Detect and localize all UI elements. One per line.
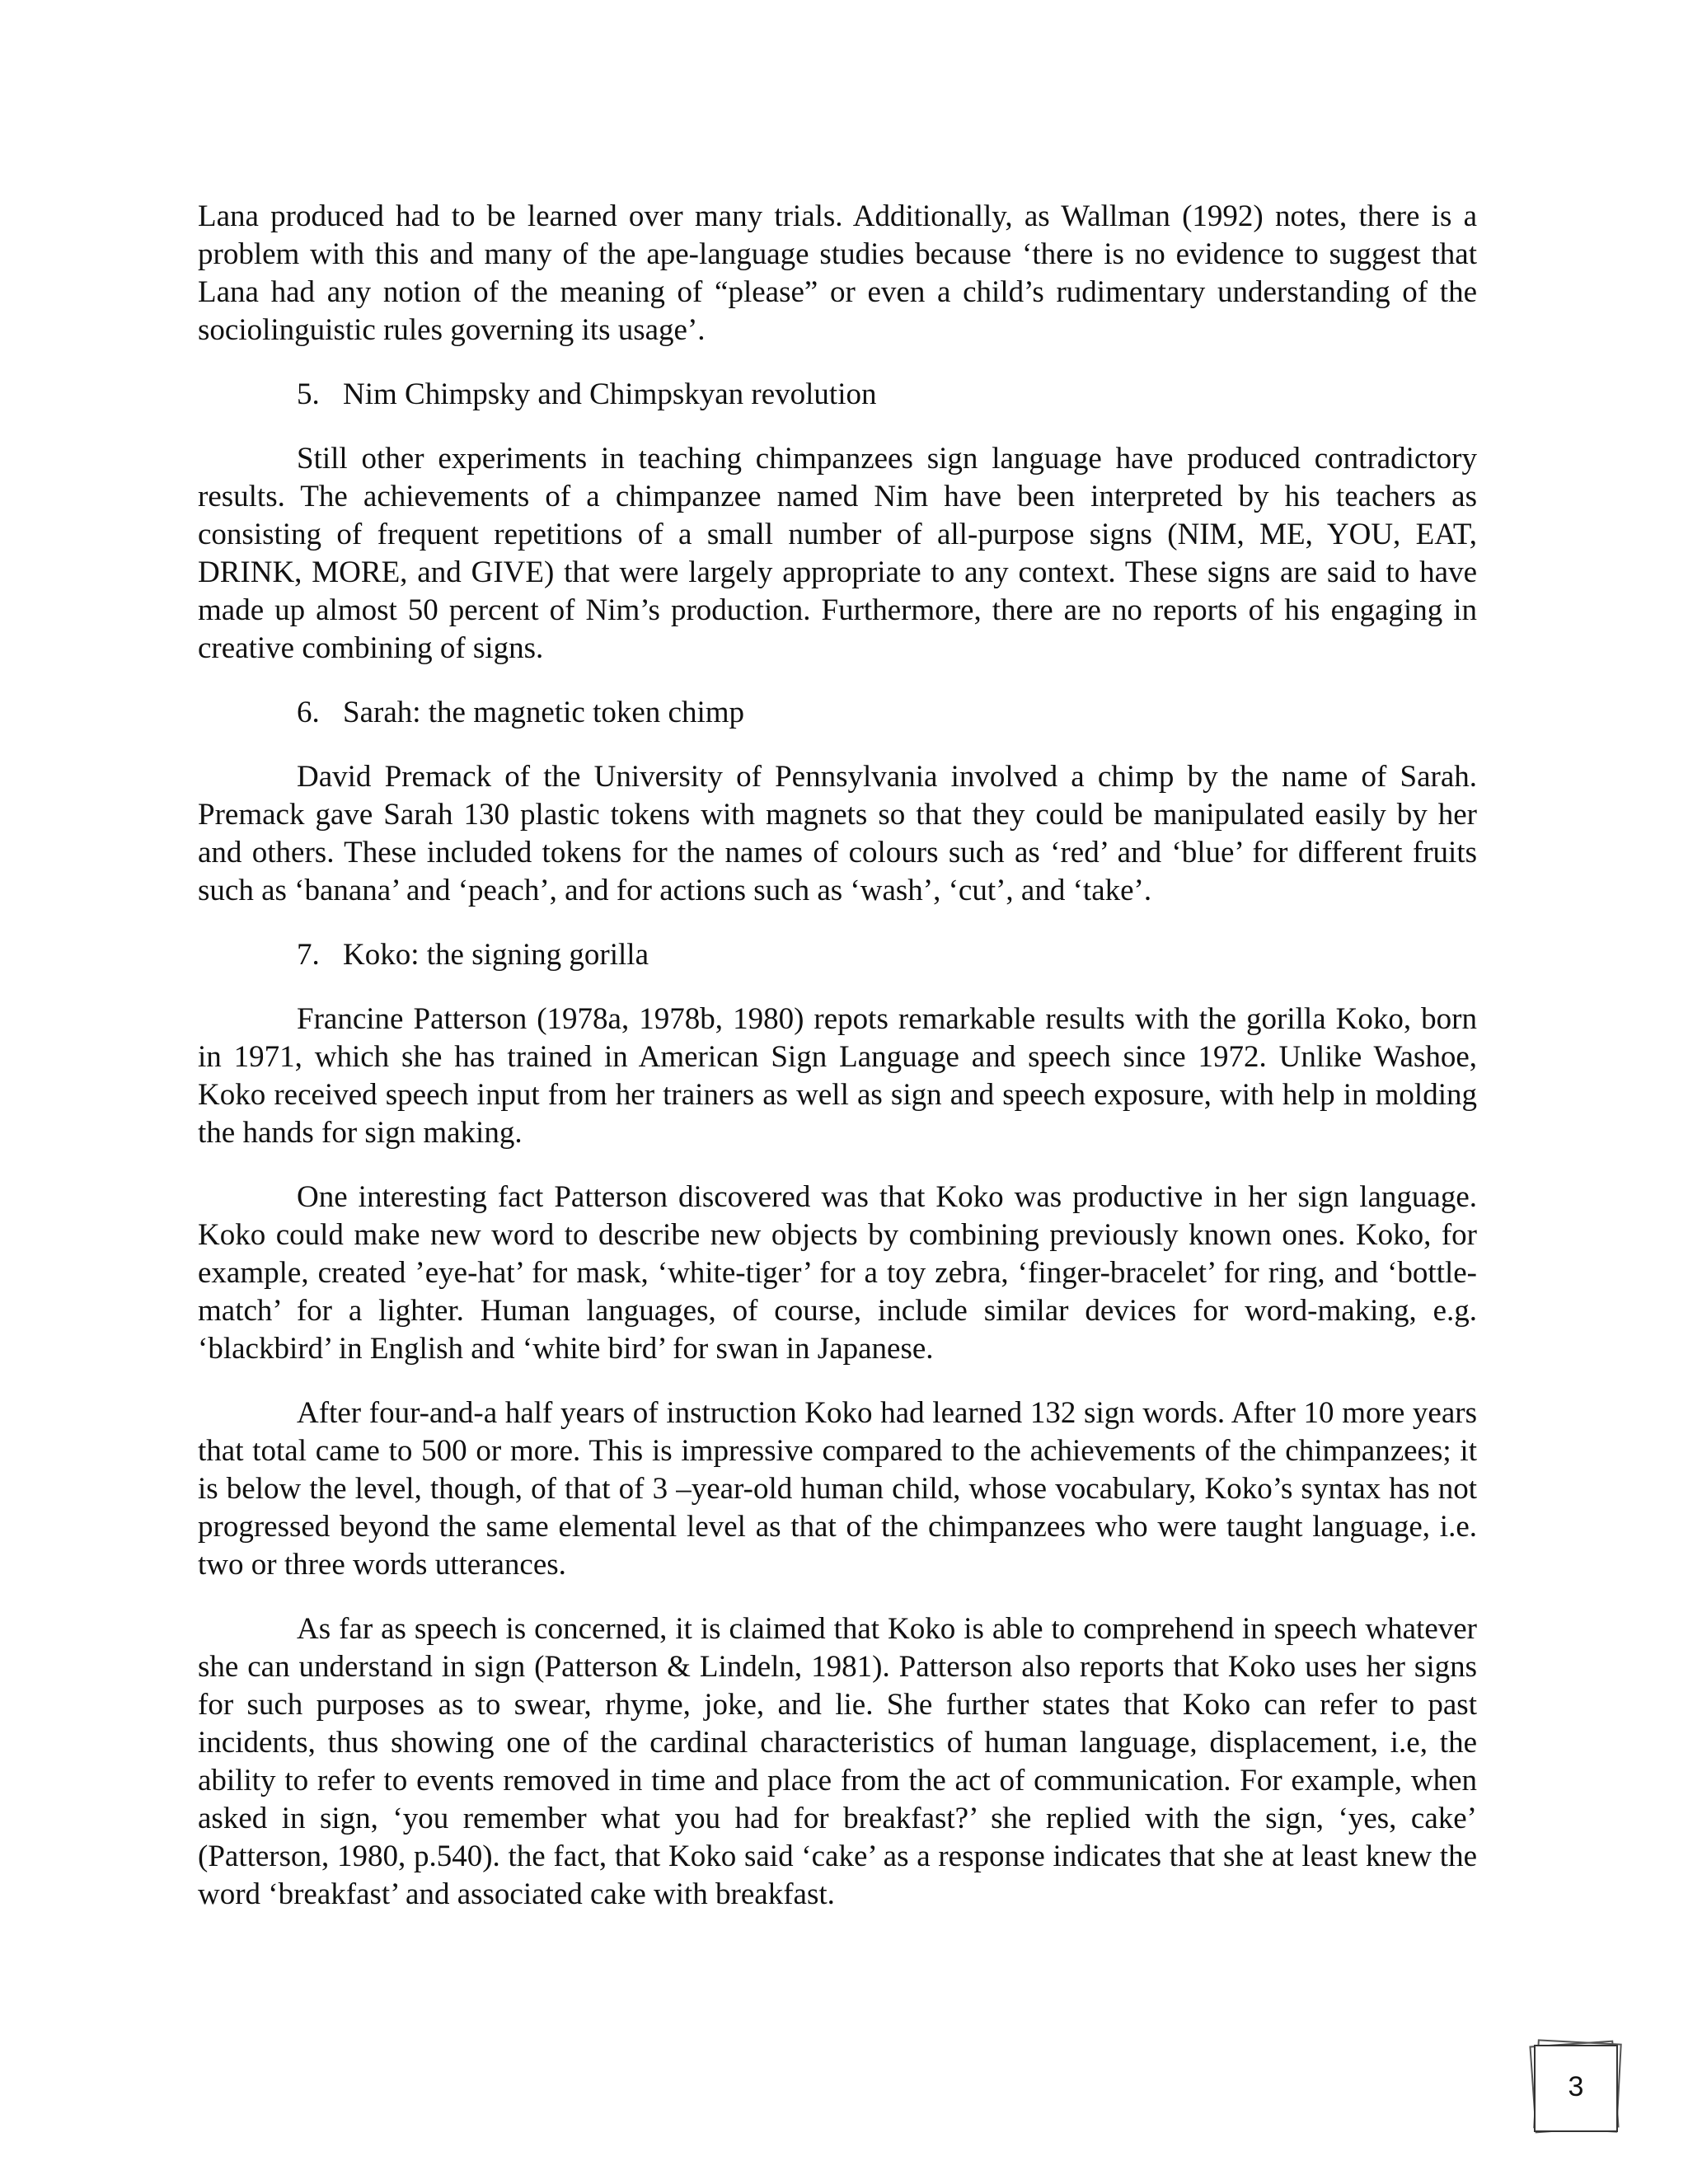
paragraph-nim: Still other experiments in teaching chimpanzees sign language have produced contradictory results. The achievements of a chimpanzee named Nim have been interpreted by his teachers as consisting of frequent repetitions of a small number of all-purpose signs (NIM, ME, YOU, EAT, DRINK, MORE, and GIVE) that were largely appropriate to any context. These signs are said to have made up almost 50 percent of Nim’s production. Furthermore, there are no reports of his engaging in creative combining of signs. — [198, 442, 1477, 665]
section-number: 6. — [297, 696, 320, 729]
section-heading-koko — [198, 936, 1477, 974]
section-title: Nim Chimpsky and Chimpskyan revolution — [343, 377, 877, 411]
paragraph-koko-intro: Francine Patterson (1978a, 1978b, 1980) repots remarkable results with the gorilla Koko, born in 1971, which she has trained in American Sign Language and speech since 1972. Unlike Washoe, Koko received speech input from her trainers as well as sign and speech exposure, with help in molding the hands for sign making. — [198, 1002, 1477, 1150]
page-number-frame — [1526, 2036, 1625, 2139]
section-title: Sarah: the magnetic token chimp — [343, 696, 745, 729]
page-number: 3 — [1568, 2071, 1584, 2102]
paragraph-koko-vocabulary: After four-and-a half years of instruction Koko had learned 132 sign words. After 10 more years that total came to 500 or more. This is impressive compared to the achievements of the chimpanzees; it is below the level, though, of that of 3 –year-old human child, whose vocabulary, Koko’s syntax has not progressed beyond the same elemental level as that of the chimpanzees who were taught language, i.e. two or three words utterances. — [198, 1396, 1477, 1582]
paragraph-koko-speech: As far as speech is concerned, it is claimed that Koko is able to comprehend in speech whatever she can understand in sign (Patterson & Lindeln, 1981). Patterson also reports that Koko uses her signs for such purposes as to swear, rhyme, joke, and lie. She further states that Koko can refer to past incidents, thus showing one of the cardinal characteristics of human language, displacement, i.e, the ability to refer to events removed in time and place from the act of communication. For example, when asked in sign, ‘you remember what you had for breakfast?’ she replied with the sign, ‘yes, cake’ (Patterson, 1980, p.540). the fact, that Koko said ‘cake’ as a response indicates that she at least knew the word ‘breakfast’ and associated cake with breakfast. — [198, 1612, 1477, 1911]
paragraph-lana-continued: Lana produced had to be learned over many trials. Additionally, as Wallman (1992) notes, there is a problem with this and many of the ape-language studies because ‘there is no evidence to suggest that Lana had any notion of the meaning of “please” or even a child’s rudimentary understanding of the sociolinguistic rules governing its usage’. — [198, 199, 1477, 347]
section-heading-sarah — [198, 694, 1477, 732]
section-title: Koko: the signing gorilla — [343, 938, 649, 972]
section-number: 5. — [297, 377, 320, 411]
page-body — [198, 198, 1477, 1940]
section-heading-nim — [198, 376, 1477, 414]
paragraph-sarah: David Premack of the University of Pennsylvania involved a chimp by the name of Sarah. Premack gave Sarah 130 plastic tokens with magnets so that they could be manipulated easily by her and others. These included tokens for the names of colours such as ‘red’ and ‘blue’ for different fruits such as ‘banana’ and ‘peach’, and for actions such as ‘wash’, ‘cut’, and ‘take’. — [198, 760, 1477, 907]
paragraph-koko-productivity: One interesting fact Patterson discovered was that Koko was productive in her sign language. Koko could make new word to describe new objects by combining previously known ones. Koko, for example, created ’eye-hat’ for mask, ‘white-tiger’ for a toy zebra, ‘finger-bracelet’ for ring, and ‘bottle-match’ for a lighter. Human languages, of course, include similar devices for word-making, e.g. ‘blackbird’ in English and ‘white bird’ for swan in Japanese. — [198, 1180, 1477, 1366]
section-number: 7. — [297, 938, 320, 972]
